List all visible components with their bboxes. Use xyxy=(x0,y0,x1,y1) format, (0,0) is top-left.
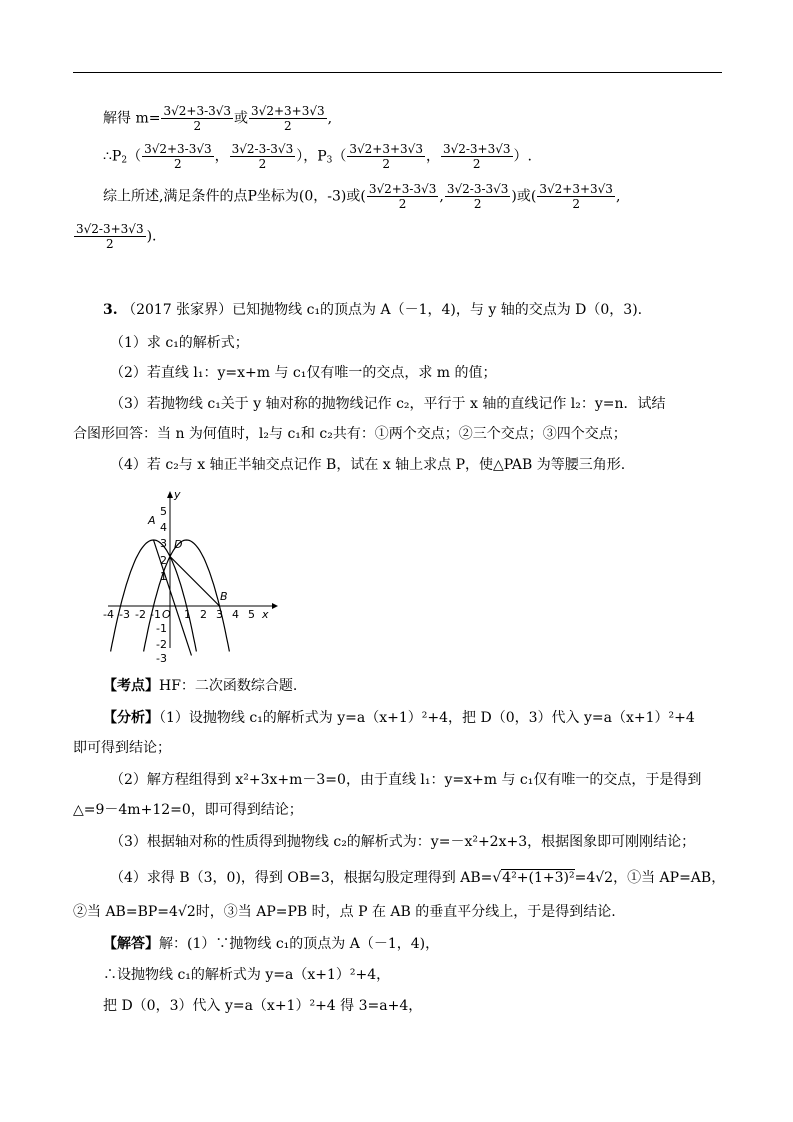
fenxi-line-2: （2）解方程组得到 x²+3x+m－3=0，由于直线 l₁：y=x+m 与 c₁仅有唯一的交点，于是得到 xyxy=(110,772,702,788)
parabola-graph xyxy=(100,488,280,665)
question-1: （1）求 c₁的解析式； xyxy=(110,335,249,351)
text: 解得 m= xyxy=(103,110,161,127)
x-tick: -2 xyxy=(135,608,146,621)
fenxi-line-2b: △=9－4m+12=0，即可得到结论； xyxy=(73,802,303,818)
header-rule xyxy=(73,72,722,73)
question-3a: （3）若抛物线 c₁关于 y 轴对称的抛物线记作 c₂，平行于 x 轴的直线记作 l₂：y=n．试结 xyxy=(110,396,666,412)
x-tick: -4 xyxy=(103,608,114,621)
fraction: $\frac{3√2-3+3√3}{2}$ xyxy=(76,222,144,251)
x-tick: 1 xyxy=(184,608,191,621)
x-axis-arrow xyxy=(272,603,278,609)
jieda-line-2: ∴设抛物线 c₁的解析式为 y=a（x+1）²+4， xyxy=(103,967,391,983)
kaodian-line: 【考点】HF：二次函数综合题. xyxy=(103,678,298,694)
y-tick: 2 xyxy=(160,554,167,567)
y-axis-arrow xyxy=(167,491,173,498)
parabola-c1 xyxy=(111,540,197,652)
point-A-label: A xyxy=(148,514,156,527)
points-p2-p3-line: $\therefore P_2$（ $\frac{3√2+3-3√3}{2}$ ， $\frac{3√2-3-3√3}{2}$ ），$P_3$（ $\frac{3√2+3+3√3}{2}$ ， $\frac{3√2-3+3√3}{2}$ ）. xyxy=(103,142,532,171)
y-tick: 5 xyxy=(160,505,167,518)
x-tick: -3 xyxy=(119,608,130,621)
fenxi-line-4b: ②当 AB=BP=4√2时，③当 AP=PB 时，点 P 在 AB 的垂直平分线上，于是得到结论. xyxy=(73,904,616,920)
x-tick: 5 xyxy=(248,608,255,621)
y-axis-label: y xyxy=(174,488,181,501)
fraction: $\frac{3√2+3-3√3}{2}$ xyxy=(368,182,437,211)
jieda-line-3: 把 D（0，3）代入 y=a（x+1）²+4 得 3=a+4， xyxy=(103,998,423,1014)
y-tick: -2 xyxy=(156,638,167,651)
fraction: $\frac{3√2+3-3√3}{2}$ xyxy=(163,104,232,133)
y-tick: 1 xyxy=(160,570,167,583)
x-tick: 2 xyxy=(200,608,207,621)
solve-m-line: 解得 m= $\frac{3√2+3-3√3}{2}$ 或 $\frac{3√2+3+3√3}{2}$ , xyxy=(103,104,333,133)
jieda-line-1: 【解答】解：(1）∵抛物线 c₁的顶点为 A（－1，4)， xyxy=(103,936,440,952)
summary-line-cont: $\frac{3√2-3+3√3}{2}$ ). xyxy=(76,222,157,251)
x-tick: 3 xyxy=(216,608,223,621)
y-tick: -1 xyxy=(156,622,167,635)
origin-label: O xyxy=(162,608,171,621)
fraction: $\frac{3√2+3+3√3}{2}$ xyxy=(349,142,423,171)
fenxi-line-1: 【分析】（1）设抛物线 c₁的解析式为 y=a（x+1）²+4，把 D（0，3）代入 y=a（x+1）²+4 xyxy=(103,710,695,726)
question-4: （4）若 c₂与 x 轴正半轴交点记作 B，试在 x 轴上求点 P，使△PAB 为等腰三角形. xyxy=(110,457,626,473)
fraction: $\frac{3√2-3-3√3}{2}$ xyxy=(231,142,294,171)
fenxi-line-3: （3）根据轴对称的性质得到抛物线 c₂的解析式为：y=－x²+2x+3，根据图象即可刚刚结论； xyxy=(110,834,696,850)
fenxi-line-1b: 即可得到结论； xyxy=(73,740,171,756)
question-3b: 合图形回答：当 n 为何值时，l₂与 c₁和 c₂共有：①两个交点；②三个交点；③四个交点； xyxy=(73,426,627,442)
y-tick: 4 xyxy=(160,521,167,534)
fraction: $\frac{3√2+3+3√3}{2}$ xyxy=(251,104,325,133)
problem-header: 3. （2017 张家界）已知抛物线 c₁的顶点为 A（－1，4)，与 y 轴的交点为 D（0，3). xyxy=(103,302,643,318)
x-axis-label: x xyxy=(262,608,269,621)
fraction: $\frac{3√2+3-3√3}{2}$ xyxy=(144,142,212,171)
y-tick: -3 xyxy=(156,652,167,665)
x-tick: 4 xyxy=(232,608,239,621)
y-tick: 3 xyxy=(160,537,167,550)
question-2: （2）若直线 l₁：y=x+m 与 c₁仅有唯一的交点，求 m 的值； xyxy=(110,365,497,381)
x-tick: -1 xyxy=(150,608,161,621)
point-B-label: B xyxy=(220,590,228,603)
fraction: $\frac{3√2-3+3√3}{2}$ xyxy=(442,142,511,171)
point-D-label: D xyxy=(174,538,183,551)
fraction: $\frac{3√2+3+3√3}{2}$ xyxy=(539,182,613,211)
fraction: $\frac{3√2-3-3√3}{2}$ xyxy=(446,182,509,211)
fenxi-line-4: （4）求得 B（3，0)，得到 OB=3，根据勾股定理得到 AB=√4²+(1+3)²=4√2，①当 AP=AB， xyxy=(110,870,726,886)
summary-line: 综上所述,满足条件的点P坐标为(0，-3)或( $\frac{3√2+3-3√3}{2}$ , $\frac{3√2-3-3√3}{2}$ )或( $\frac{3√2+3+3√3}{2}$ , xyxy=(103,182,621,211)
